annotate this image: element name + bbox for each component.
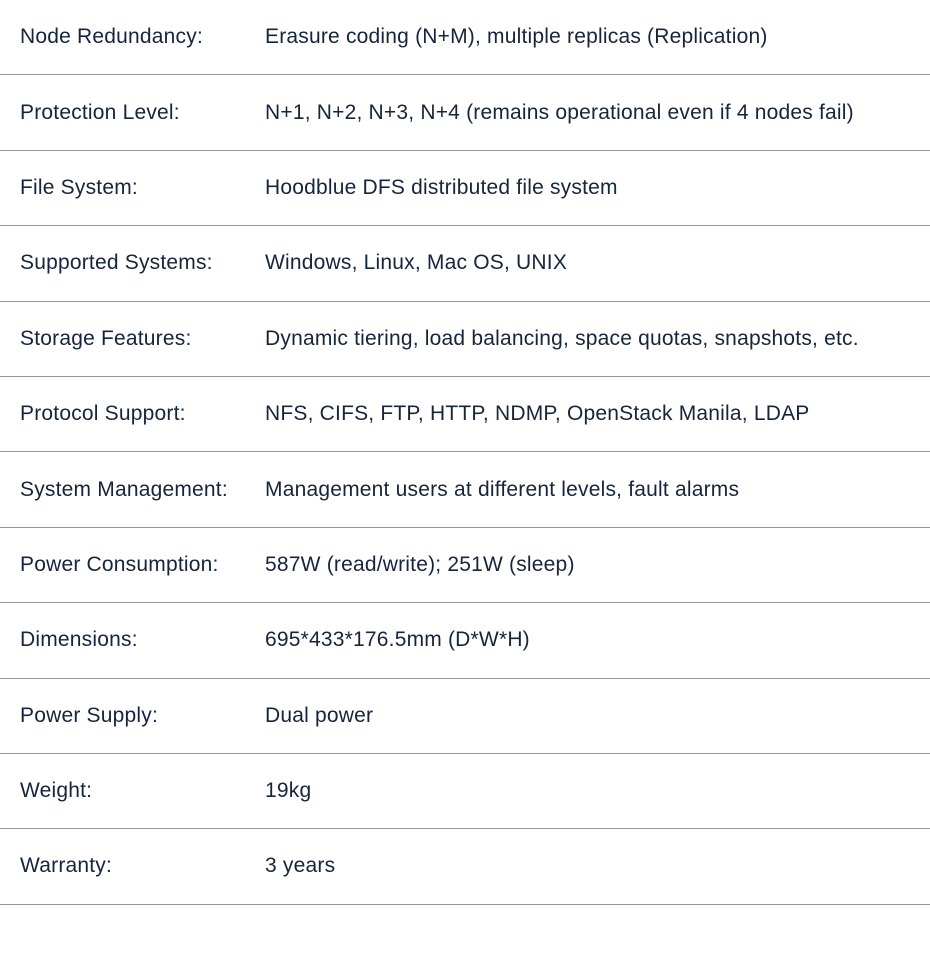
spec-label: Warranty: — [20, 854, 113, 878]
spec-label: Dimensions: — [20, 628, 138, 652]
spec-value: Management users at different levels, fault alarms — [265, 477, 740, 501]
spec-row — [0, 377, 930, 452]
spec-label: System Management: — [20, 477, 228, 501]
spec-label: Storage Features: — [20, 326, 192, 350]
spec-row — [0, 754, 930, 829]
spec-row — [0, 679, 930, 754]
spec-label: Power Consumption: — [20, 552, 219, 576]
spec-label: Weight: — [20, 779, 93, 803]
spec-row — [0, 829, 930, 904]
spec-label: Power Supply: — [20, 703, 159, 727]
spec-row — [0, 302, 930, 377]
spec-value: 19kg — [265, 779, 312, 803]
spec-value: NFS, CIFS, FTP, HTTP, NDMP, OpenStack Manila, LDAP — [265, 402, 810, 426]
spec-label: Supported Systems: — [20, 251, 213, 275]
spec-label: Protection Level: — [20, 100, 180, 124]
spec-value: N+1, N+2, N+3, N+4 (remains operational even if 4 nodes fail) — [265, 100, 854, 124]
spec-value: 695*433*176.5mm (D*W*H) — [265, 628, 530, 652]
spec-value: Erasure coding (N+M), multiple replicas (Replication) — [265, 25, 768, 49]
spec-row — [0, 528, 930, 603]
spec-label: File System: — [20, 175, 138, 199]
spec-row — [0, 603, 930, 678]
spec-value: Windows, Linux, Mac OS, UNIX — [265, 251, 568, 275]
spec-value: 3 years — [265, 854, 336, 878]
spec-row — [0, 226, 930, 301]
spec-value: Dual power — [265, 703, 374, 727]
spec-row — [0, 452, 930, 527]
spec-value: Dynamic tiering, load balancing, space quotas, snapshots, etc. — [265, 326, 859, 350]
spec-row — [0, 0, 930, 75]
spec-label: Protocol Support: — [20, 402, 186, 426]
spec-row — [0, 75, 930, 150]
spec-value: 587W (read/write); 251W (sleep) — [265, 552, 575, 576]
spec-row — [0, 151, 930, 226]
spec-value: Hoodblue DFS distributed file system — [265, 175, 618, 199]
spec-label: Node Redundancy: — [20, 25, 203, 49]
